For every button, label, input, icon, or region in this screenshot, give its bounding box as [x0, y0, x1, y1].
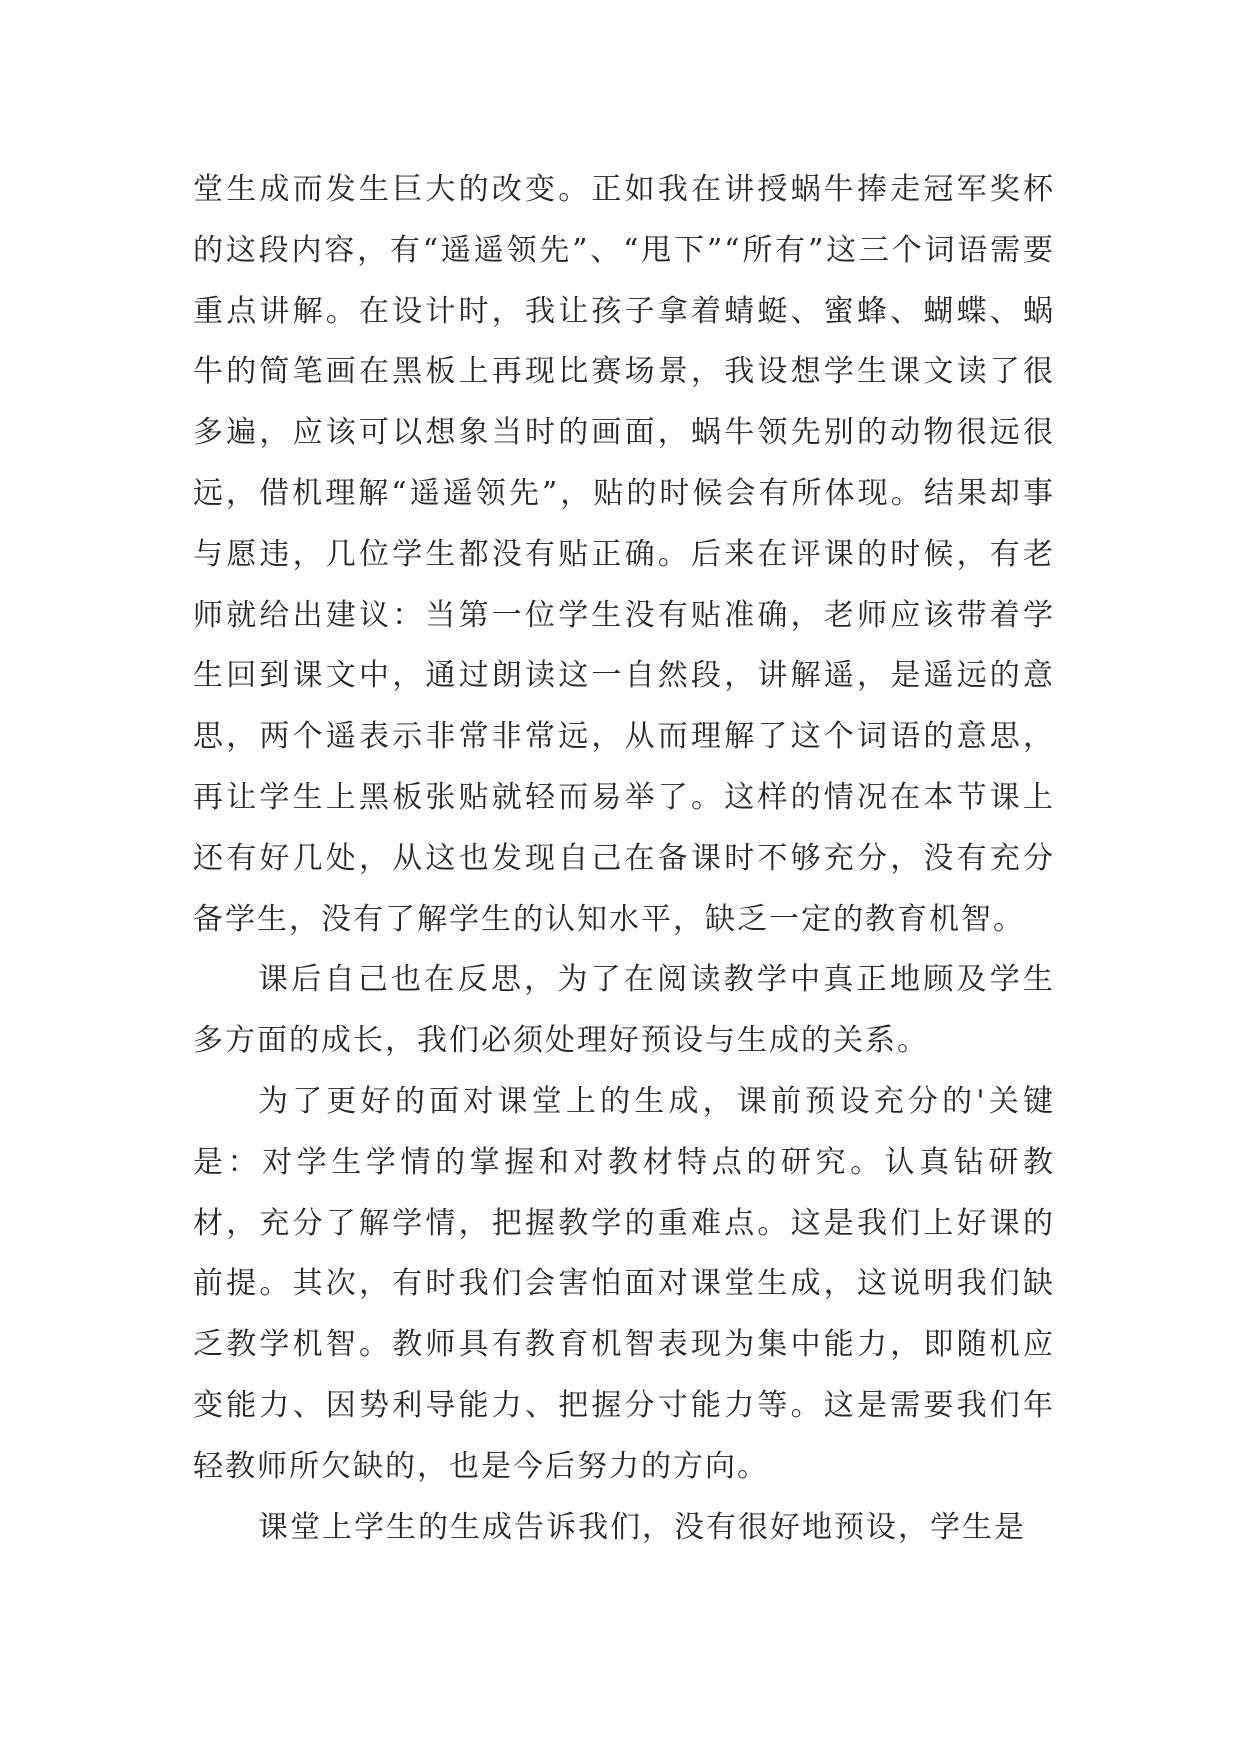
paragraph-2: 课后自己也在反思，为了在阅读教学中真正地顾及学生多方面的成长，我们必须处理好预设与生成的关系。 [193, 962, 1055, 1059]
document-body [193, 160, 1055, 1558]
paragraph-3: 为了更好的面对课堂上的生成，课前预设充分的'关键是：对学生学情的掌握和对教材特点的研究。认真钻研教材，充分了解学情，把握教学的重难点。这是我们上好课的前提。其次，有时我们会害怕面对课堂生成，这说明我们缺乏教学机智。教师具有教育机智表现为集中能力，即随机应变能力、因势利导能力、把握分寸能力等。这是需要我们年轻教师所欠缺的，也是今后努力的方向。 [193, 1083, 1055, 1484]
paragraph-4: 课堂上学生的生成告诉我们，没有很好地预设，学生是 [258, 1509, 1026, 1545]
paragraph-1: 堂生成而发生巨大的改变。正如我在讲授蜗牛捧走冠军奖杯的这段内容，有“遥遥领先”、“甩下”“所有”这三个词语需要重点讲解。在设计时，我让孩子拿着蜻蜓、蜜蜂、蝴蝶、蜗牛的简笔画在黑板上再现比赛场景，我设想学生课文读了很多遍，应该可以想象当时的画面，蜗牛领先别的动物很远很远，借机理解“遥遥领先”，贴的时候会有所体现。结果却事与愿违，几位学生都没有贴正确。后来在评课的时候，有老师就给出建议：当第一位学生没有贴准确，老师应该带着学生回到课文中，通过朗读这一自然段，讲解遥，是遥远的意思，两个遥表示非常非常远，从而理解了这个词语的意思，再让学生上黑板张贴就轻而易举了。这样的情况在本节课上还有好几处，从这也发现自己在备课时不够充分，没有充分备学生，没有了解学生的认知水平，缺乏一定的教育机智。 [193, 172, 1055, 937]
